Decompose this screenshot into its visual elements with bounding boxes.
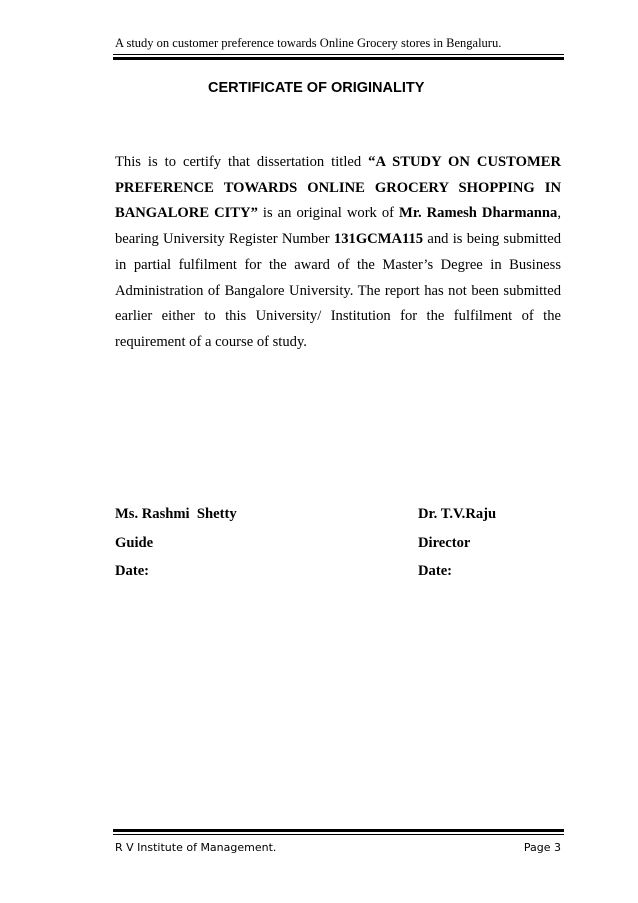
guide-role: Guide [115,535,154,551]
body-text-3: , bearing University Register Number [115,205,561,248]
running-header-title: A study on customer preference towards Online Grocery stores in Bengaluru. [115,36,502,50]
guide-date-label: Date: [115,563,150,579]
certificate-body [115,150,561,356]
header-rule-thin [113,54,564,55]
student-name: Mr. Ramesh Dharmanna [399,205,558,222]
footer-rule-thin [113,834,564,835]
body-text-4: and is being submitted in partial fulfilment for the award of the Master’s Degree in Business Administration of Bangalore University. The report has not been submitted earlier either to this University/ Institution for the fulfilment of the requirement of a course of study. [115,231,561,350]
footer-rule-thick [113,829,564,832]
dissertation-title: “A STUDY ON CUSTOMER PREFERENCE TOWARDS ONLINE GROCERY SHOPPING IN BANGALORE CITY” [115,154,561,222]
guide-name: Ms. Rashmi Shetty [115,506,237,522]
director-date-label: Date: [418,563,453,579]
body-text-1: This is to certify that dissertation titled [115,154,369,170]
director-role: Director [418,535,471,551]
register-number: 131GCMA115 [333,231,424,248]
page-number: Page 3 [523,841,561,854]
director-name: Dr. T.V.Raju [418,506,497,522]
certificate-title: CERTIFICATE OF ORIGINALITY [208,80,425,96]
header-rule-thick [113,57,564,60]
body-text-2: is an original work of [257,205,400,222]
footer-institution: R V Institute of Management. [115,841,277,854]
